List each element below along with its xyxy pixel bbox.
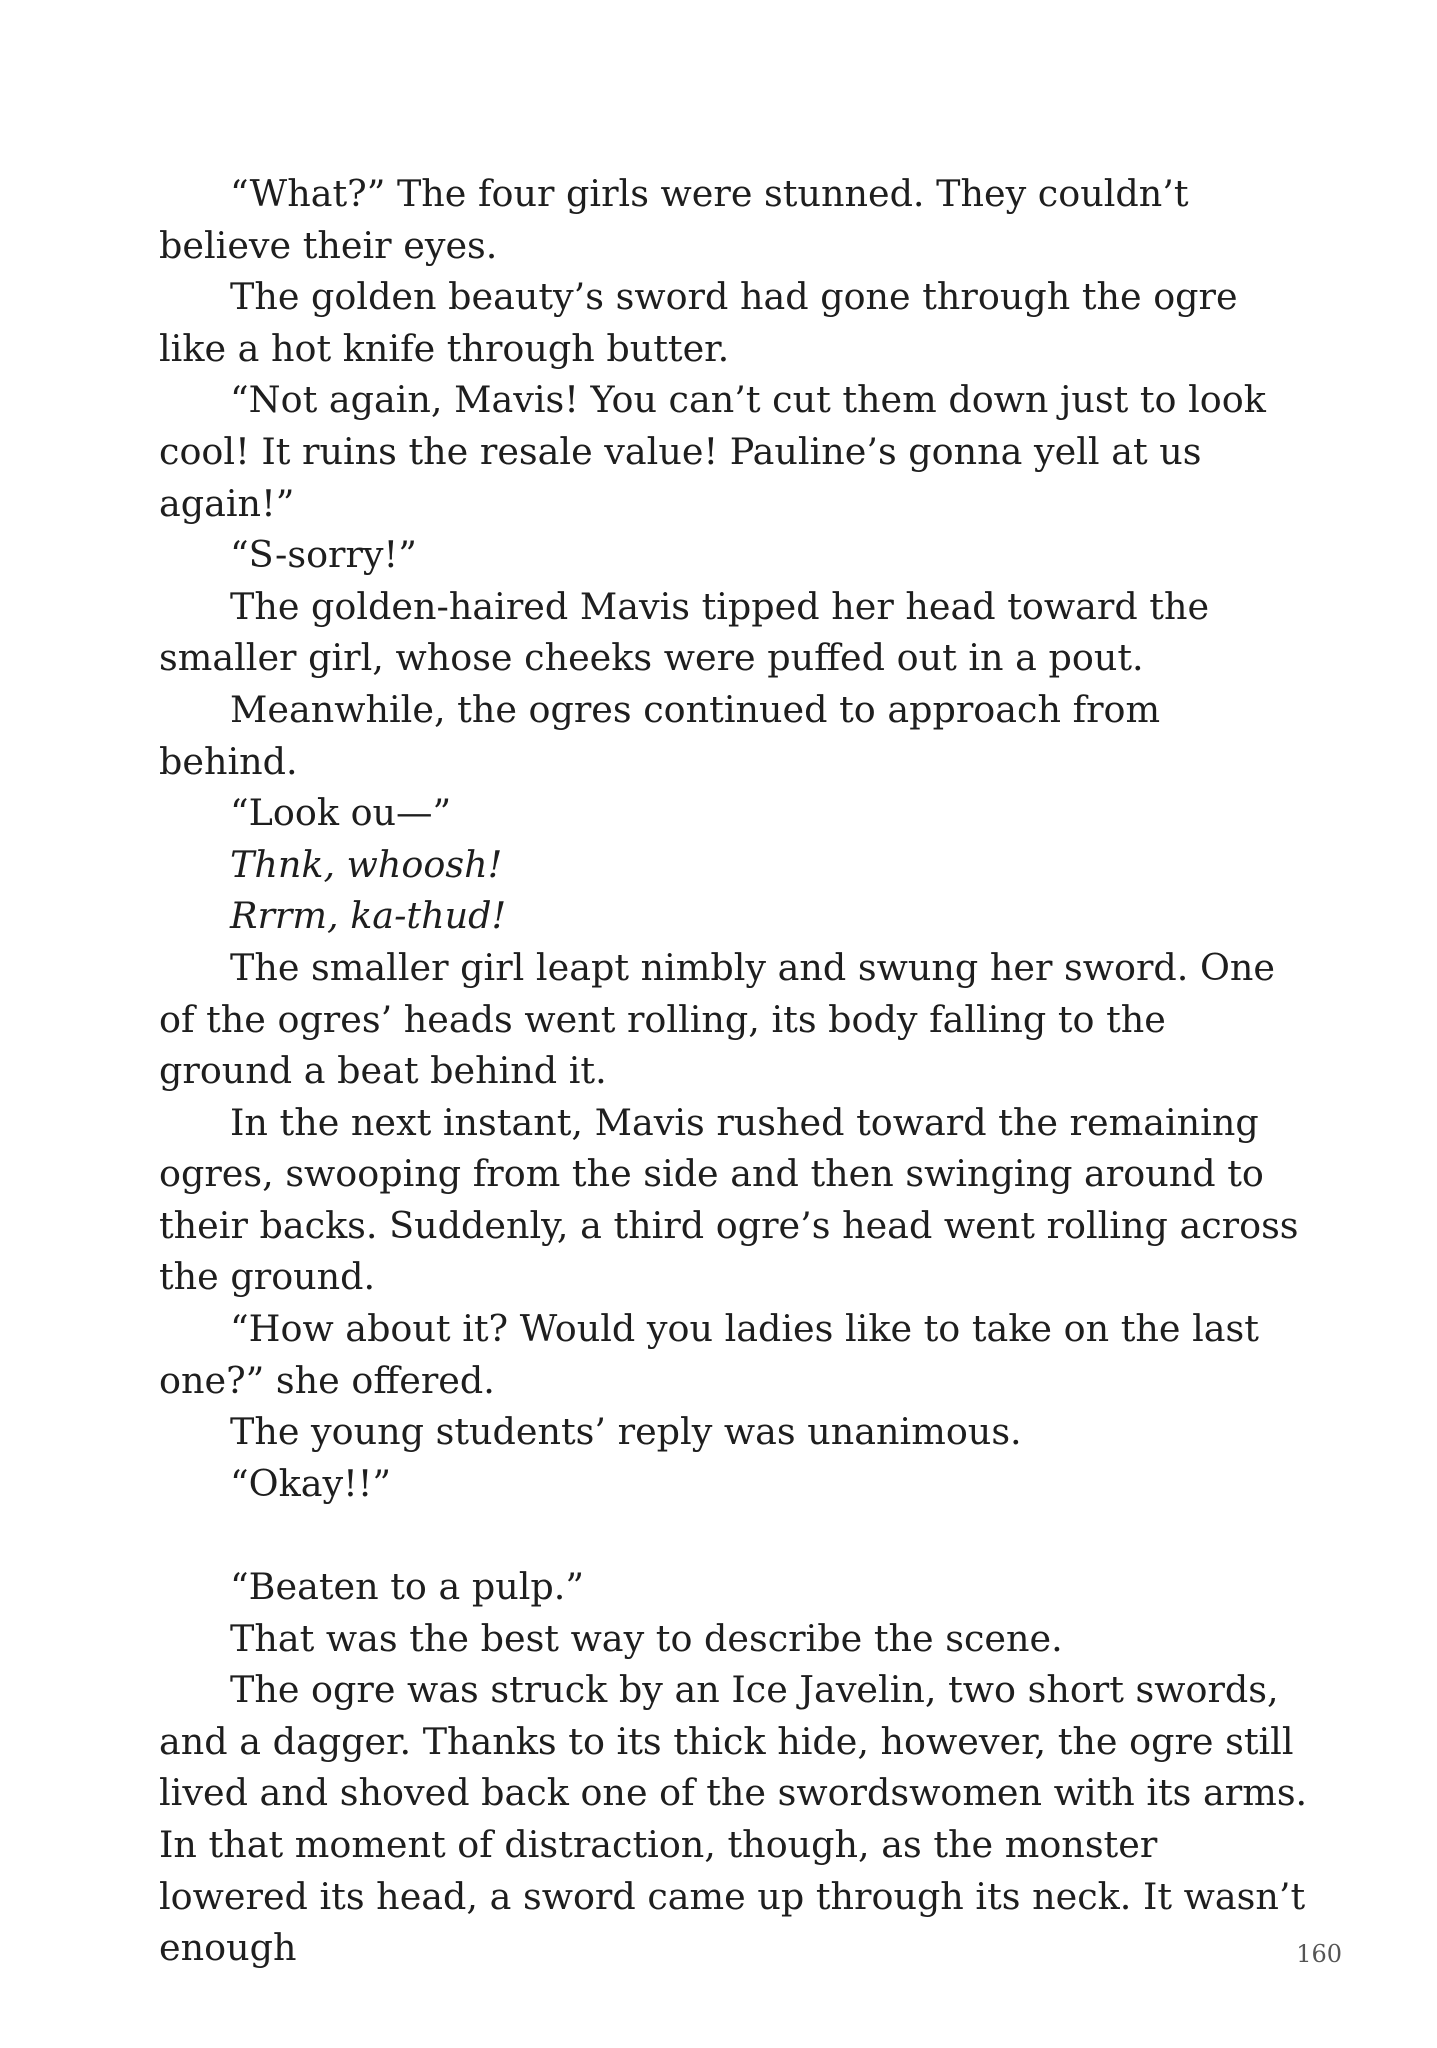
paragraph: “How about it? Would you ladies like to take on the last one?” she offered.: [159, 1307, 1259, 1402]
paragraph: “Beaten to a pulp.”: [230, 1565, 585, 1609]
sound-effect: Rrrm, ka-thud!: [230, 894, 507, 938]
scene-break: [159, 1509, 1309, 1561]
paragraph: In the next instant, Mavis rushed toward the remaining ogres, swooping from the side and then swinging around to their backs. Suddenly, a third ogre’s head went rolling across the ground.: [159, 1100, 1299, 1299]
sound-effect: Thnk, whoosh!: [230, 842, 503, 886]
paragraph: “Look ou—”: [230, 791, 452, 835]
paragraph: The golden-haired Mavis tipped her head toward the smaller girl, whose cheeks were puffed out in a pout.: [159, 584, 1210, 680]
paragraph: That was the best way to describe the scene.: [230, 1616, 1063, 1660]
body-text: [159, 168, 1309, 1974]
paragraph: “Okay!!”: [230, 1461, 392, 1505]
paragraph: Meanwhile, the ogres continued to approach from behind.: [159, 687, 1161, 783]
paragraph: The golden beauty’s sword had gone through the ogre like a hot knife through butter.: [159, 275, 1238, 370]
paragraph: The smaller girl leapt nimbly and swung her sword. One of the ogres’ heads went rolling, its body falling to the ground a beat behind it.: [159, 945, 1275, 1093]
paragraph: “What?” The four girls were stunned. They couldn’t believe their eyes.: [159, 172, 1189, 267]
paragraph: The ogre was struck by an Ice Javelin, two short swords, and a dagger. Thanks to its thick hide, however, the ogre still lived and shoved back one of the swordswomen with its arms. In that moment of distraction, though, as the monster lowered its head, a sword came up through its neck. It wasn’t enough: [159, 1668, 1308, 1970]
paragraph: The young students’ reply was unanimous.: [230, 1410, 1022, 1454]
paragraph: “S-sorry!”: [230, 533, 417, 577]
paragraph: “Not again, Mavis! You can’t cut them down just to look cool! It ruins the resale value! Pauline’s gonna yell at us again!”: [159, 378, 1266, 525]
page-number: 160: [1296, 1940, 1342, 1968]
